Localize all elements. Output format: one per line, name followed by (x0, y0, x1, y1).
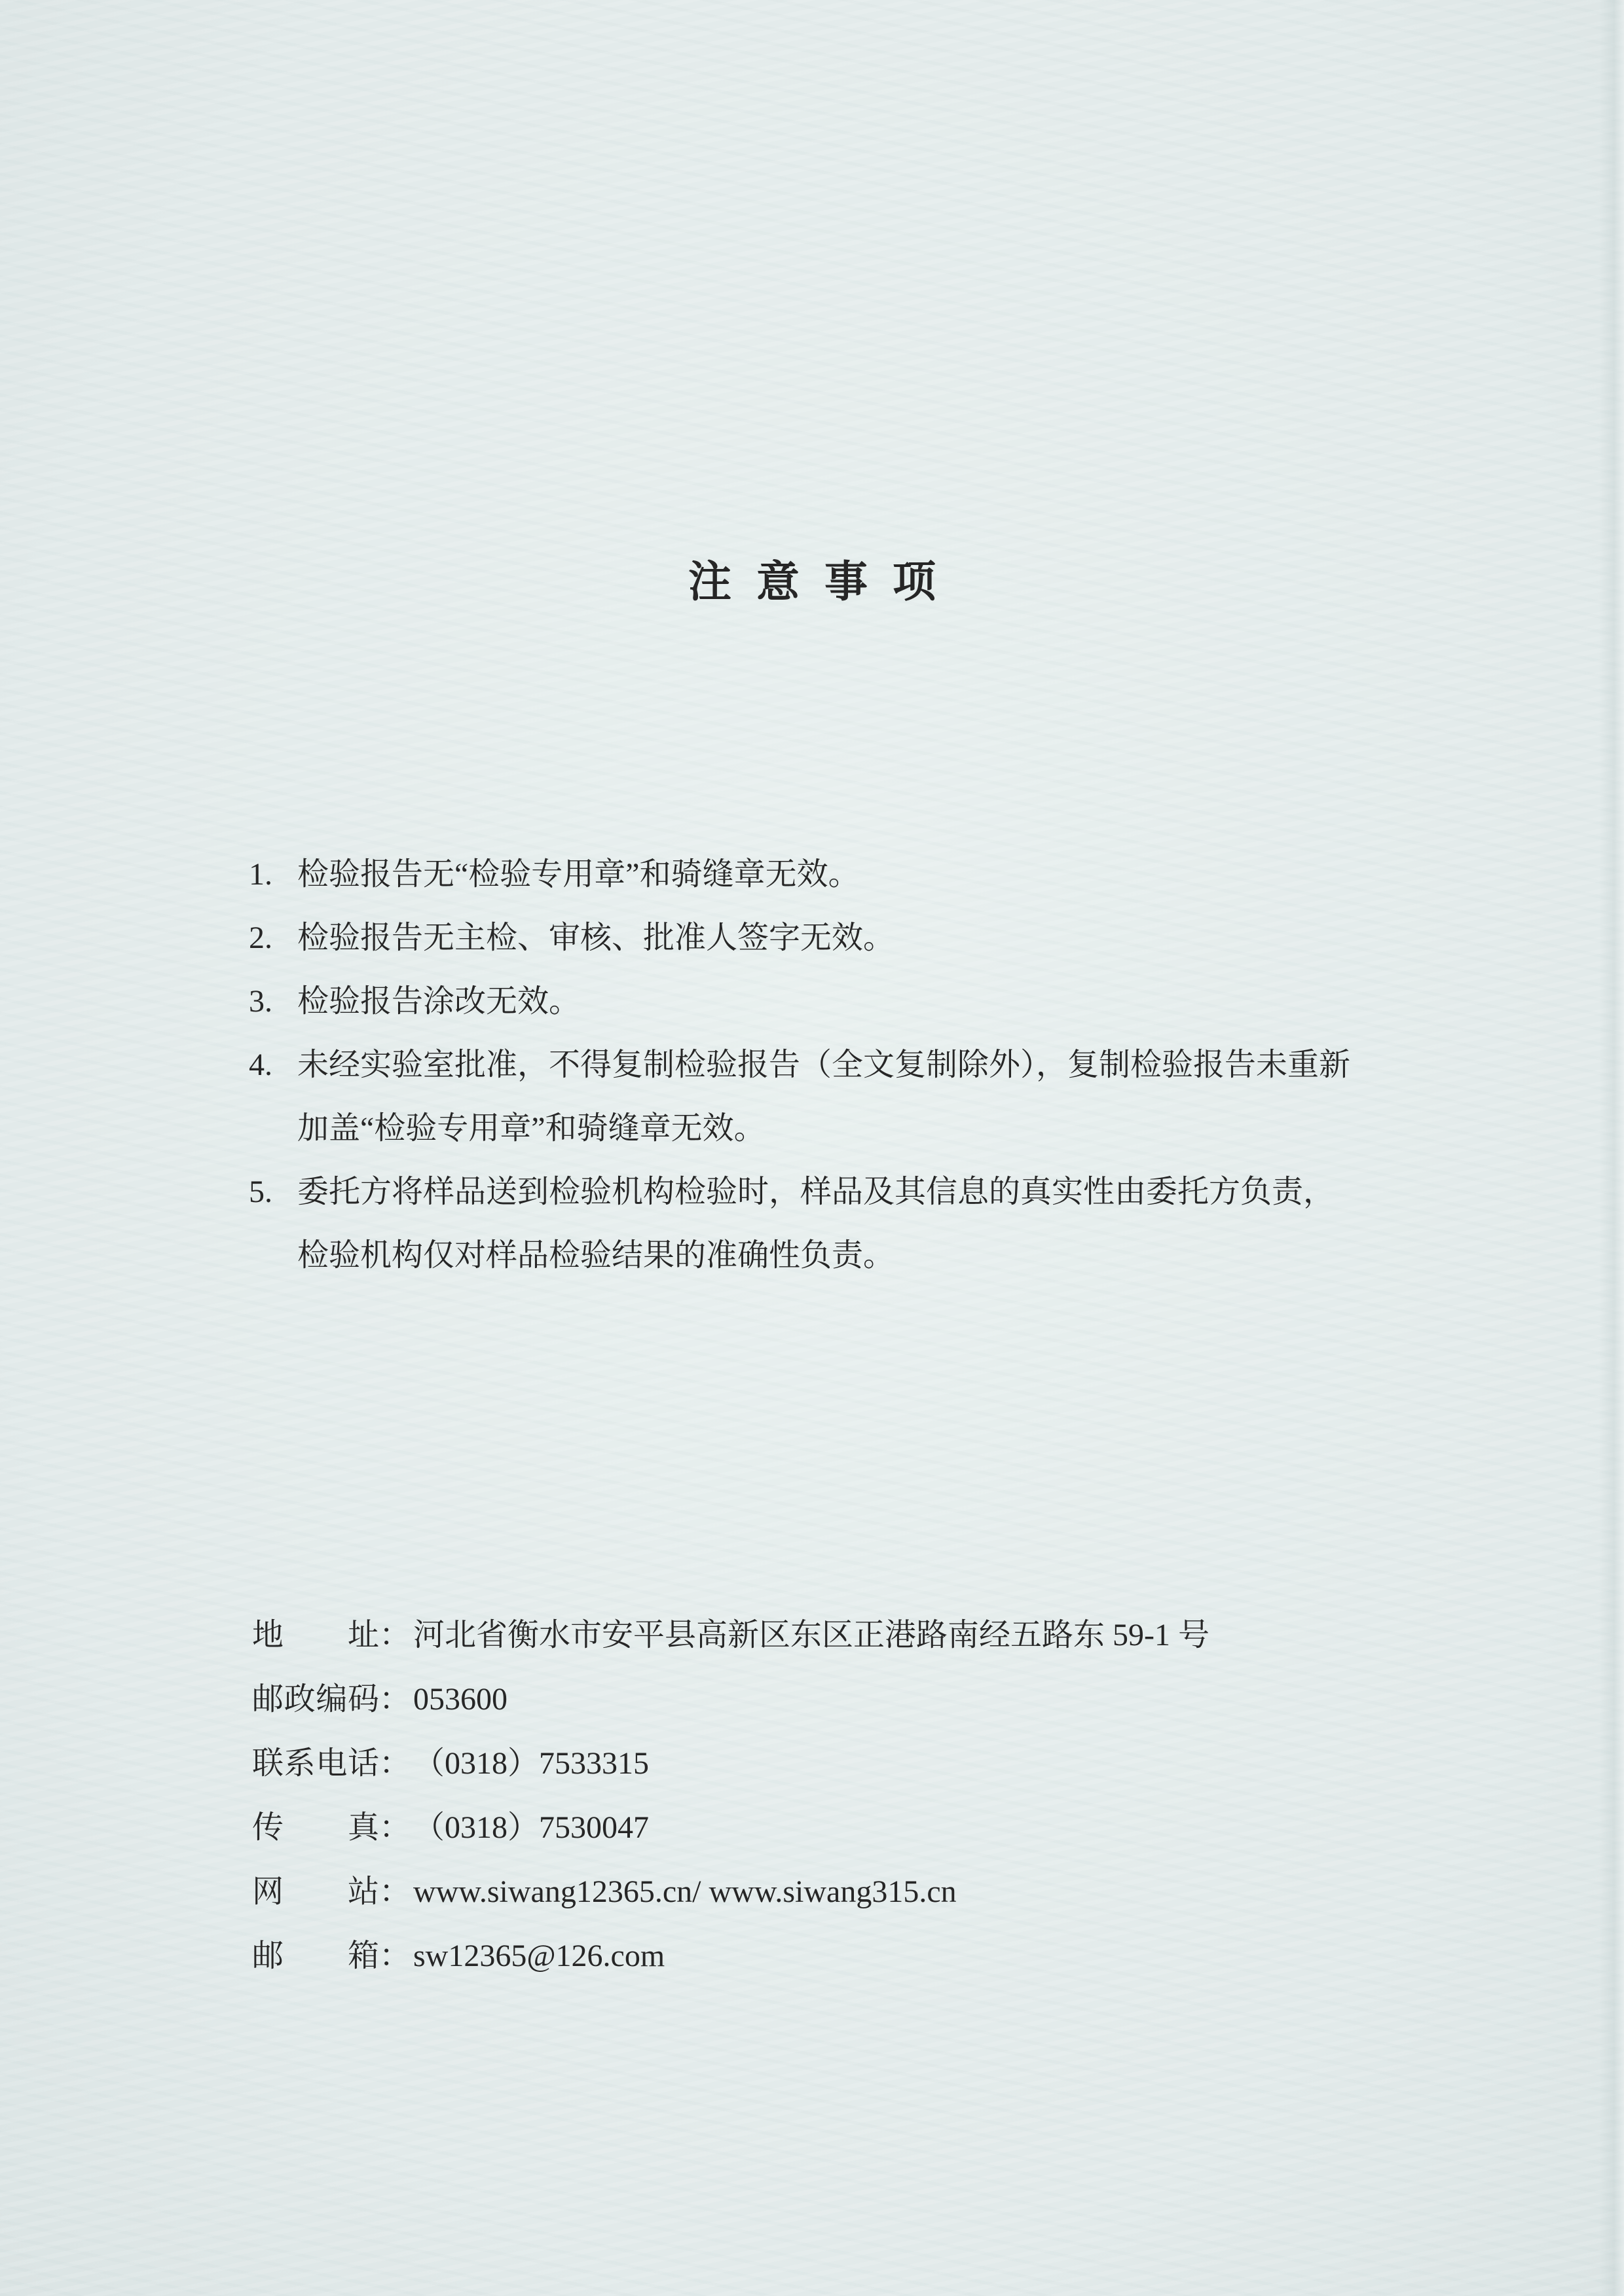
notice-text (297, 906, 895, 970)
notice-number: 1. (249, 857, 272, 892)
contact-value: 河北省衡水市安平县高新区东区正港路南经五路东 59-1 号 (413, 1618, 1209, 1652)
contact-row-phone (252, 1732, 1496, 1796)
scan-edge-shading (1599, 0, 1624, 2296)
notice-text (297, 1160, 1335, 1287)
page-title: 注意事项 (688, 558, 961, 606)
notice-line: 检验报告涂改无效。 (297, 984, 581, 1019)
notice-list (249, 843, 1493, 1287)
notice-number: 4. (249, 1048, 272, 1082)
contact-value: （0318）7533315 (413, 1746, 650, 1781)
contact-row-address (252, 1603, 1496, 1667)
contact-separator: ： (379, 1874, 411, 1909)
notice-item-5 (249, 1160, 1493, 1287)
notice-number: 2. (249, 920, 272, 955)
notice-text (297, 970, 580, 1033)
notice-line: 检验报告无“检验专用章”和骑缝章无效。 (297, 857, 860, 892)
contact-label: 邮政编码 (252, 1682, 379, 1717)
contact-value: www.siwang12365.cn/ www.siwang315.cn (413, 1874, 957, 1909)
contact-value: （0318）7530047 (413, 1810, 650, 1845)
notice-number: 5. (249, 1175, 272, 1209)
contact-label: 传真 (252, 1810, 379, 1845)
contact-value: sw12365@126.com (413, 1939, 665, 1973)
notice-line-continued: 检验机构仅对样品检验结果的准确性负责。 (297, 1238, 895, 1273)
contact-info (252, 1603, 1496, 1988)
notice-line: 检验报告无主检、审核、批准人签字无效。 (297, 920, 895, 955)
contact-label: 联系电话 (252, 1746, 379, 1781)
notice-text (297, 843, 860, 906)
contact-row-website (252, 1860, 1496, 1924)
notice-text (297, 1033, 1350, 1160)
contact-separator: ： (379, 1810, 411, 1845)
contact-separator: ： (379, 1618, 411, 1652)
notice-item-3 (249, 970, 1493, 1033)
notice-line: 未经实验室批准，不得复制检验报告（全文复制除外），复制检验报告未重新 (297, 1048, 1351, 1082)
contact-row-postcode (252, 1667, 1496, 1732)
contact-separator: ： (379, 1682, 411, 1717)
contact-row-email (252, 1924, 1496, 1988)
notice-line-continued: 加盖“检验专用章”和骑缝章无效。 (297, 1111, 766, 1146)
notice-item-4 (249, 1033, 1493, 1160)
notice-item-2 (249, 906, 1493, 970)
contact-separator: ： (379, 1746, 411, 1781)
contact-label: 网站 (252, 1874, 379, 1909)
notice-line: 委托方将样品送到检验机构检验时，样品及其信息的真实性由委托方负责， (297, 1175, 1335, 1209)
contact-value: 053600 (413, 1682, 507, 1717)
notice-item-1 (249, 843, 1493, 906)
contact-separator: ： (379, 1939, 411, 1973)
contact-label: 邮箱 (252, 1939, 379, 1973)
contact-label: 地址 (252, 1618, 379, 1652)
contact-row-fax (252, 1796, 1496, 1860)
notice-number: 3. (249, 984, 272, 1019)
